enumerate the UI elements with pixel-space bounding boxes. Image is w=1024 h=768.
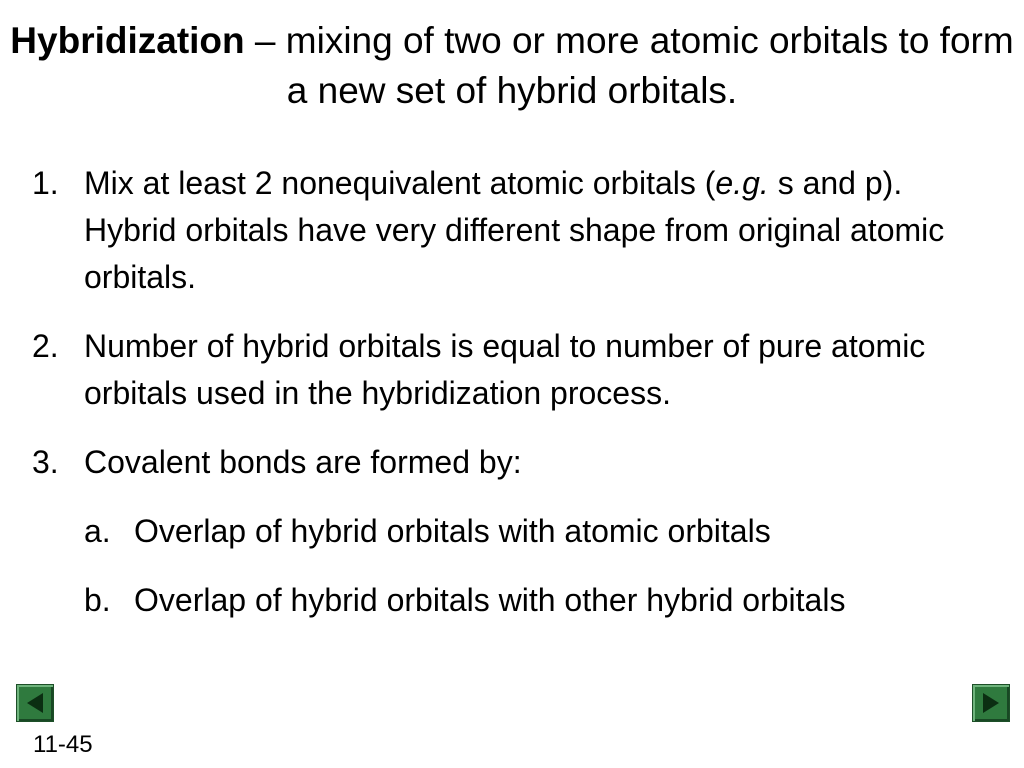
list-item-number: 2. [32, 328, 59, 364]
list-item-text: Covalent bonds are formed by: [84, 444, 522, 480]
title-definition: – mixing of two or more atomic orbitals to form a new set of hybrid orbitals. [244, 20, 1014, 111]
list-item-number: 1. [32, 165, 59, 201]
list-item-1 [32, 160, 982, 301]
list-item-text-part: s and p). Hybrid orbitals have very different shape from original atomic orbitals. [84, 165, 945, 295]
triangle-left-icon [17, 685, 53, 721]
slide-title [0, 16, 1024, 116]
slide-number: 11-45 [33, 731, 93, 758]
sub-list-item-text: Overlap of hybrid orbitals with atomic orbitals [134, 513, 771, 549]
list-item-italic: e.g. [715, 165, 769, 201]
triangle-right-icon [973, 685, 1009, 721]
next-slide-button[interactable] [972, 684, 1010, 722]
list-item-number: 3. [32, 444, 59, 480]
list-item-text: Number of hybrid orbitals is equal to number of pure atomic orbitals used in the hybridization process. [84, 328, 926, 411]
sub-list-item-text: Overlap of hybrid orbitals with other hybrid orbitals [134, 582, 846, 618]
list-item-text [84, 165, 944, 295]
numbered-list [32, 160, 982, 646]
sub-list-item-b [32, 577, 982, 624]
list-item-3 [32, 439, 982, 486]
previous-slide-button[interactable] [16, 684, 54, 722]
title-term: Hybridization [10, 20, 245, 61]
sub-list-item-letter: a. [84, 513, 111, 549]
sub-list-item-letter: b. [84, 582, 111, 618]
list-item-2 [32, 323, 982, 417]
list-item-text-part: Mix at least 2 nonequivalent atomic orbitals ( [84, 165, 716, 201]
sub-list-item-a [32, 508, 982, 555]
